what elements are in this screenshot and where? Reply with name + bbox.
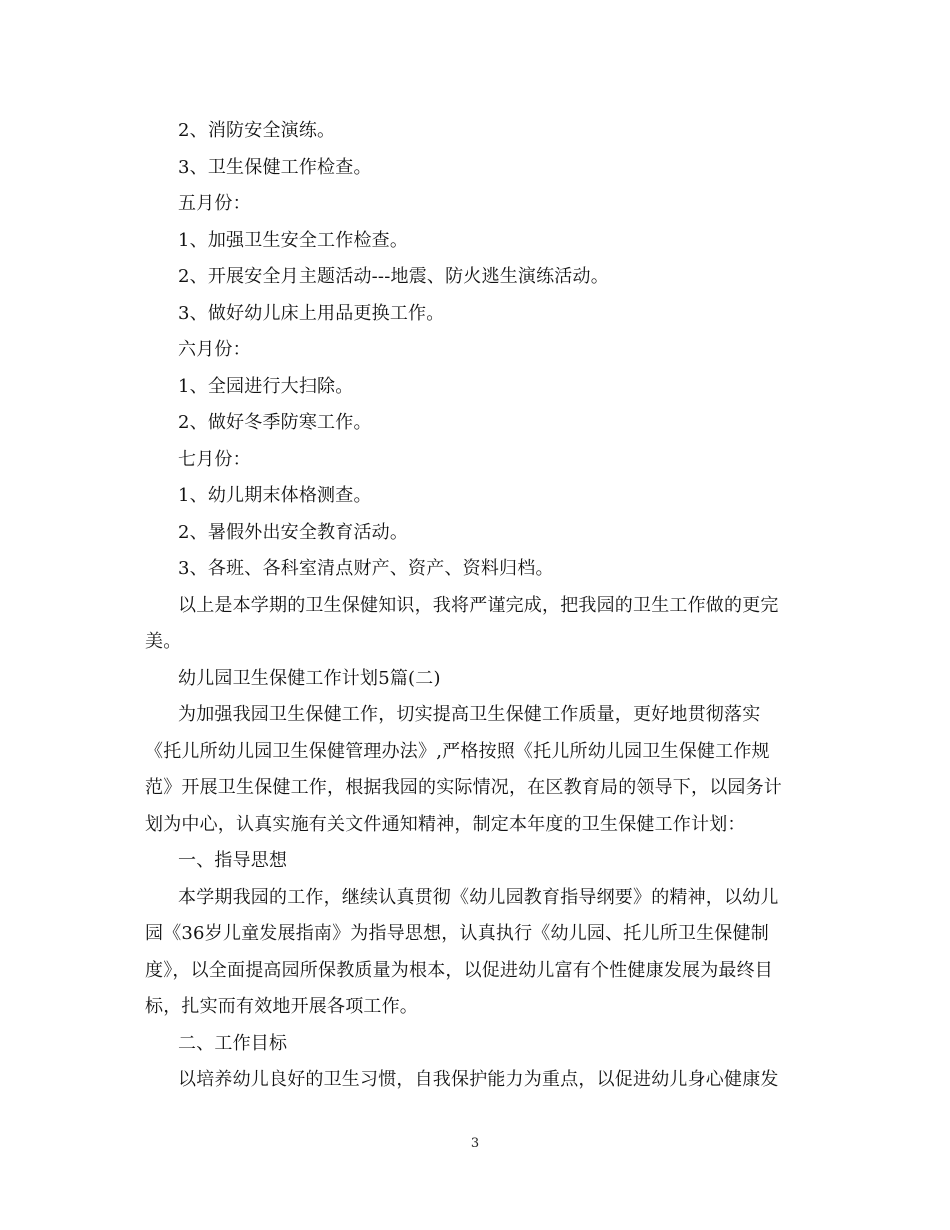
list-item: 2、消防安全演练。 <box>178 120 336 141</box>
paragraph-line: 范》开展卫生保健工作，根据我园的实际情况，在区教育局的领导下，以园务计 <box>145 777 782 798</box>
document-body <box>145 113 805 1099</box>
paragraph-line: 标，扎实而有效地开展各项工作。 <box>145 996 418 1017</box>
paragraph-line: 园《36岁儿童发展指南》为指导思想，认真执行《幼儿园、托儿所卫生保健制 <box>145 923 769 944</box>
page-number: 3 <box>470 1136 480 1151</box>
paragraph-line: 以上是本学期的卫生保健知识，我将严谨完成，把我园的卫生工作做的更完 <box>178 594 779 616</box>
list-item: 3、做好幼儿床上用品更换工作。 <box>178 302 445 324</box>
paragraph-line: 为加强我园卫生保健工作，切实提高卫生保健工作质量，更好地贯彻落实 <box>178 704 761 725</box>
section-heading: 七月份： <box>178 448 251 470</box>
section-heading: 一、指导思想 <box>178 850 288 871</box>
list-item: 3、卫生保健工作检查。 <box>178 156 372 178</box>
paragraph-line: 美。 <box>145 631 182 652</box>
paragraph-line: 《托儿所幼儿园卫生保健管理办法》,严格按照《托儿所幼儿园卫生保健工作规 <box>145 740 770 762</box>
document-subtitle: 幼儿园卫生保健工作计划5篇(二) <box>178 667 441 689</box>
list-item: 2、开展安全月主题活动---地震、防火逃生演练活动。 <box>178 266 609 287</box>
section-heading: 六月份： <box>178 339 251 360</box>
paragraph-line: 以培养幼儿良好的卫生习惯，自我保护能力为重点，以促进幼儿身心健康发 <box>178 1069 779 1090</box>
section-heading: 五月份： <box>178 193 251 214</box>
section-heading: 二、工作目标 <box>178 1032 288 1054</box>
paragraph-line: 本学期我园的工作，继续认真贯彻《幼儿园教育指导纲要》的精神，以幼儿 <box>178 886 779 908</box>
list-item: 2、暑假外出安全教育活动。 <box>178 521 409 543</box>
list-item: 1、全园进行大扫除。 <box>178 375 354 397</box>
paragraph-line: 划为中心，认真实施有关文件通知精神，制定本年度的卫生保健工作计划： <box>145 813 746 835</box>
list-item: 3、各班、各科室清点财产、资产、资料归档。 <box>178 558 554 579</box>
list-item: 1、加强卫生安全工作检查。 <box>178 229 409 251</box>
list-item: 1、幼儿期末体格测查。 <box>178 485 372 506</box>
paragraph-line: 度》，以全面提高园所保教质量为根本，以促进幼儿富有个性健康发展为最终目 <box>145 959 773 981</box>
list-item: 2、做好冬季防寒工作。 <box>178 412 372 433</box>
